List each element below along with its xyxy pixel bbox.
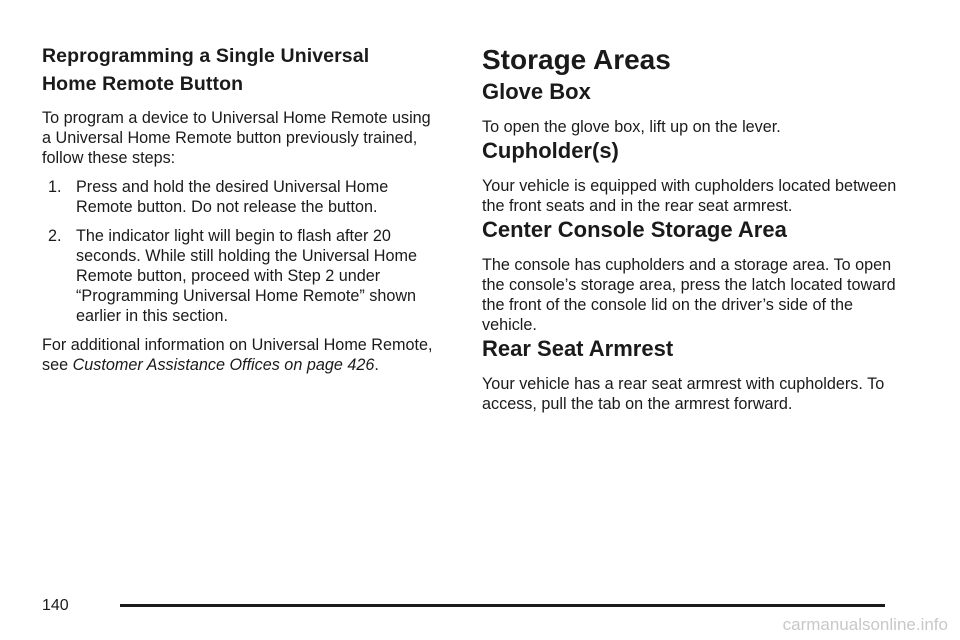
step-item	[42, 177, 442, 217]
storage-areas-title: Storage Areas	[482, 44, 671, 75]
reprogramming-intro: To program a device to Universal Home Remote using a Universal Home Remote button previously trained, follow these steps:	[42, 109, 431, 167]
additional-info-period: .	[374, 356, 379, 374]
cupholders-heading: Cupholder(s)	[482, 138, 619, 163]
center-console-heading: Center Console Storage Area	[482, 217, 787, 242]
step-number: 2.	[48, 227, 62, 245]
reprogramming-heading-line2: Home Remote Button	[42, 73, 244, 95]
footer-divider	[120, 604, 885, 607]
reprogramming-heading	[42, 42, 442, 98]
step-item	[42, 226, 442, 326]
additional-info-text: For additional information on Universal Home Remote, see	[42, 336, 433, 374]
cupholders-body: Your vehicle is equipped with cupholders located between the front seats and in the rear seat armrest.	[482, 177, 897, 215]
center-console-body: The console has cupholders and a storage area. To open the console’s storage area, press the latch located toward the front of the console lid on the driver’s side of the vehicle.	[482, 256, 896, 334]
right-column	[482, 42, 902, 414]
page-number: 140	[42, 597, 69, 614]
rear-seat-armrest-heading: Rear Seat Armrest	[482, 336, 674, 361]
glove-box-heading: Glove Box	[482, 79, 591, 104]
steps-list	[42, 177, 442, 326]
step-text: The indicator light will begin to flash after 20 seconds. While still holding the Universal Home Remote button, proceed with Step 2 under “Programming Universal Home Remote” shown earlier in this section.	[76, 227, 417, 325]
left-column	[42, 42, 442, 375]
rear-seat-armrest-body: Your vehicle has a rear seat armrest with cupholders. To access, pull the tab on the armrest forward.	[482, 375, 885, 413]
page-reference-link[interactable]: Customer Assistance Offices on page 426	[72, 356, 375, 374]
glove-box-body: To open the glove box, lift up on the lever.	[482, 118, 781, 136]
reprogramming-heading-line1: Reprogramming a Single Universal	[42, 45, 370, 67]
step-number: 1.	[48, 178, 62, 196]
watermark: carmanualsonline.info	[782, 615, 948, 634]
step-text: Press and hold the desired Universal Home Remote button. Do not release the button.	[76, 178, 389, 216]
additional-info-paragraph	[42, 335, 442, 375]
